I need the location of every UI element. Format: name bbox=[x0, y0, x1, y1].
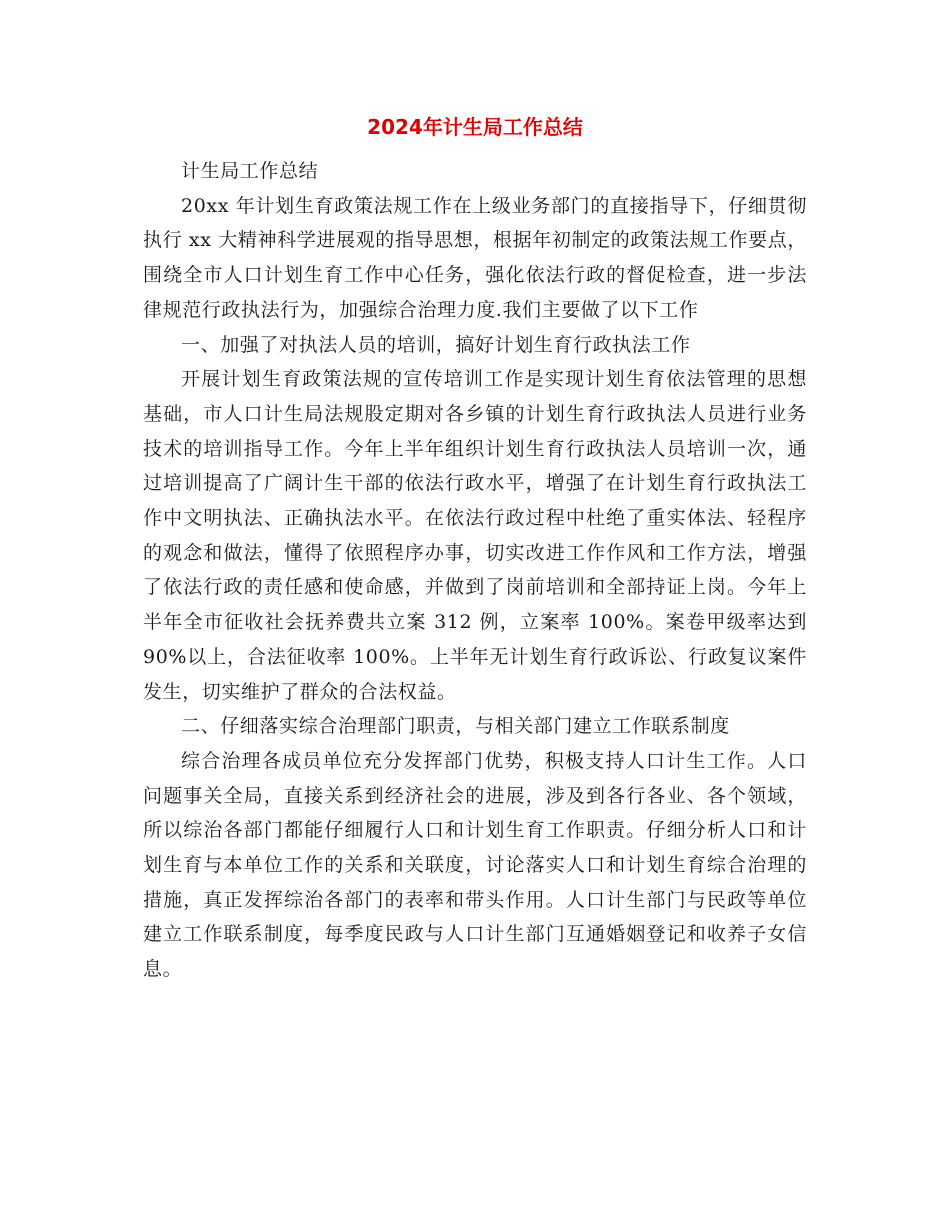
heading-section-2: 二、仔细落实综合治理部门职责，与相关部门建立工作联系制度 bbox=[181, 715, 730, 738]
document-page bbox=[143, 112, 807, 987]
body-paragraph-section-1: 开展计划生育政策法规的宣传培训工作是实现计划生育依法管理的思想基础，市人口计生局法规股定期对各乡镇的计划生育行政执法人员进行业务技术的培训指导工作。今年上半年组织计划生育行政执法人员培训一次，通过培训提高了广阔计生干部的依法行政水平，增强了在计划生育行政执法工作中文明执法、正确执法水平。在依法行政过程中杜绝了重实体法、轻程序的观念和做法，懂得了依照程序办事，切实改进工作作风和工作方法，增强了依法行政的责任感和使命感，并做到了岗前培训和全部持证上岗。今年上半年全市征收社会抚养费共立案 312 例，立案率 100%。案卷甲级率达到 90%以上，合法征收率 100%。上半年无计划生育行政诉讼、行政复议案件发生，切实维护了群众的合法权益。 bbox=[143, 368, 807, 703]
intro-paragraph: 20xx 年计划生育政策法规工作在上级业务部门的直接指导下，仔细贯彻执行 xx 大精神科学进展观的指导思想，根据年初制定的政策法规工作要点，围绕全市人口计划生育工作中心任务，强化依法行政的督促检查，进一步法律规范行政执法行为，加强综合治理力度.我们主要做了以下工作 bbox=[143, 194, 807, 321]
heading-section-1: 一、加强了对执法人员的培训，搞好计划生育行政执法工作 bbox=[181, 333, 691, 356]
document-title: 2024年计生局工作总结 bbox=[367, 115, 583, 139]
section-label: 计生局工作总结 bbox=[181, 160, 319, 182]
body-paragraph-section-2: 综合治理各成员单位充分发挥部门优势，积极支持人口计生工作。人口问题事关全局，直接关系到经济社会的进展，涉及到各行各业、各个领域，所以综治各部门都能仔细履行人口和计划生育工作职责。仔细分析人口和计划生育与本单位工作的关系和关联度，讨论落实人口和计划生育综合治理的措施，真正发挥综治各部门的表率和带头作用。人口计生部门与民政等单位建立工作联系制度，每季度民政与人口计生部门互通婚姻登记和收养子女信息。 bbox=[143, 749, 807, 981]
